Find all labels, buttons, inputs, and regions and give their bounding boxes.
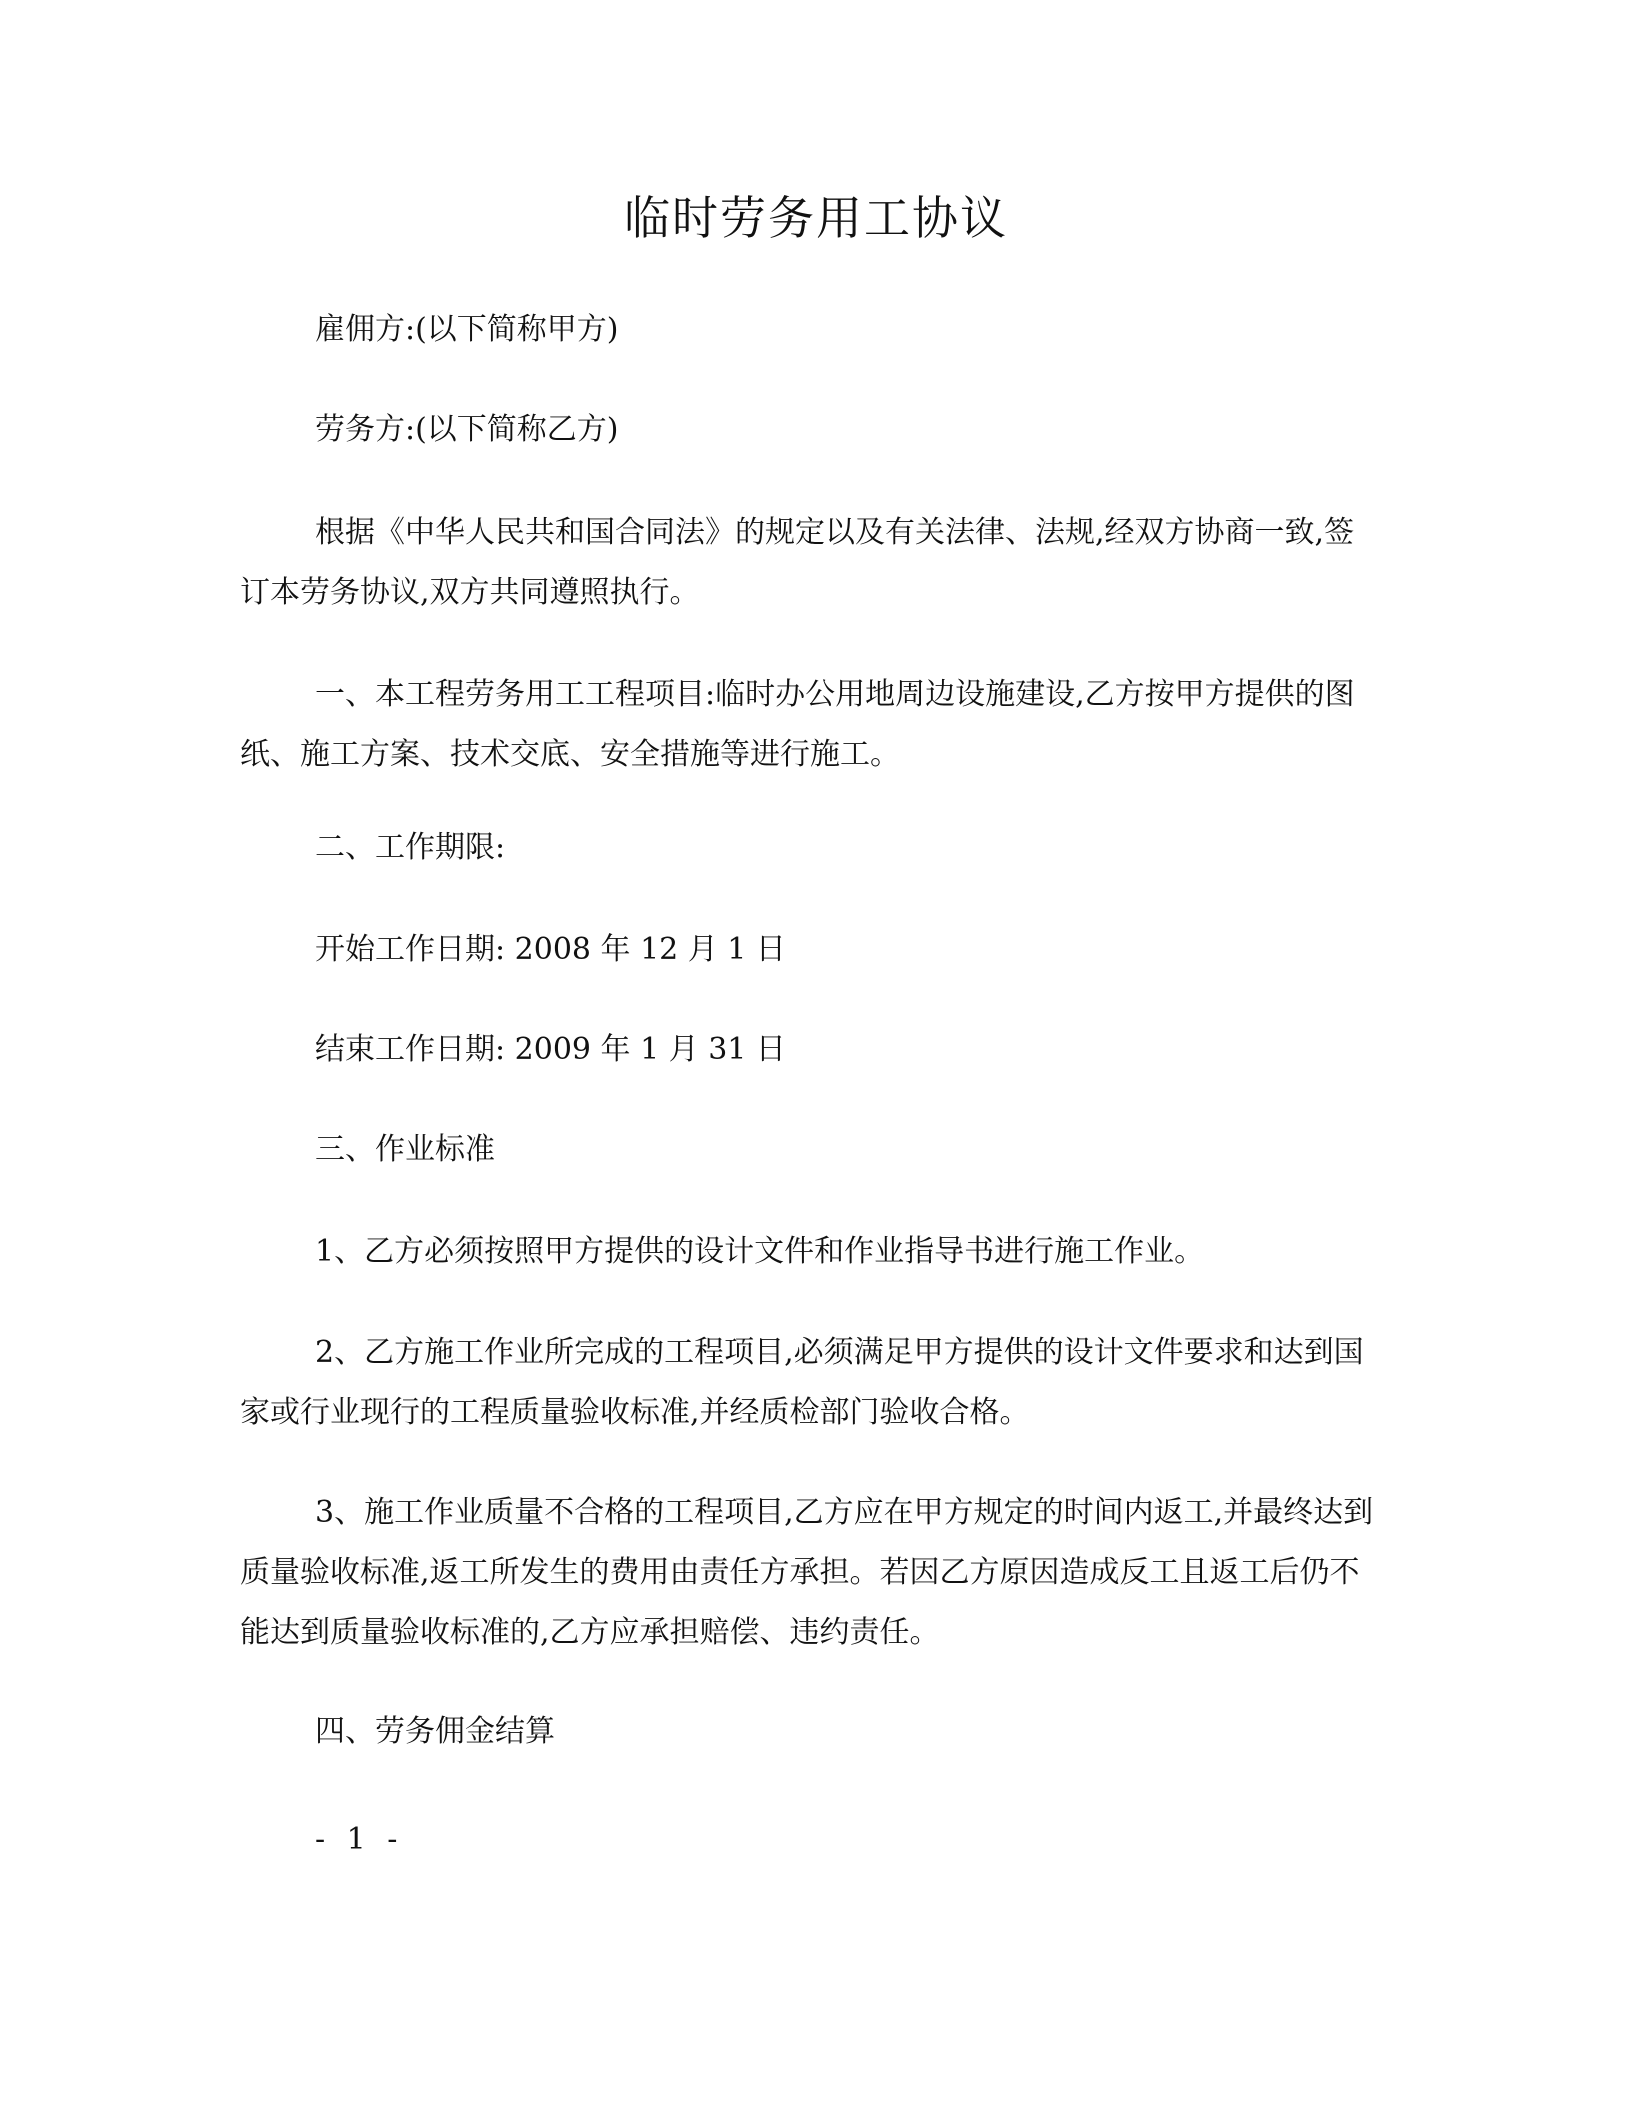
item-1-paragraph: 1、乙方必须按照甲方提供的设计文件和作业指导书进行施工作业。 [315,1234,1205,1269]
employer-line: 雇佣方:(以下简称甲方) [315,312,619,347]
end-date-line: 结束工作日期: 2009 年 1 月 31 日 [315,1032,786,1067]
section-1-paragraph: 一、本工程劳务用工工程项目:临时办公用地周边设施建设,乙方按甲方提供的图纸、施工方案、技术交底、安全措施等进行施工。 [240,677,1355,772]
section-2-heading: 二、工作期限: [315,830,506,865]
section-3-heading: 三、作业标准 [315,1132,495,1167]
labor-line: 劳务方:(以下简称乙方) [315,412,619,447]
start-date-line: 开始工作日期: 2008 年 12 月 1 日 [315,932,786,967]
preamble-paragraph: 根据《中华人民共和国合同法》的规定以及有关法律、法规,经双方协商一致,签订本劳务协议,双方共同遵照执行。 [240,515,1355,610]
page-number: - 1 - [315,1822,404,1857]
section-4-heading: 四、劳务佣金结算 [315,1714,555,1749]
document-title: 临时劳务用工协议 [624,191,1008,245]
item-2-paragraph: 2、乙方施工作业所完成的工程项目,必须满足甲方提供的设计文件要求和达到国家或行业现行的工程质量验收标准,并经质检部门验收合格。 [240,1335,1364,1430]
item-3-paragraph: 3、施工作业质量不合格的工程项目,乙方应在甲方规定的时间内返工,并最终达到质量验收标准,返工所发生的费用由责任方承担。若因乙方原因造成反工且返工后仍不能达到质量验收标准的,乙方应承担赔偿、违约责任。 [240,1495,1374,1650]
